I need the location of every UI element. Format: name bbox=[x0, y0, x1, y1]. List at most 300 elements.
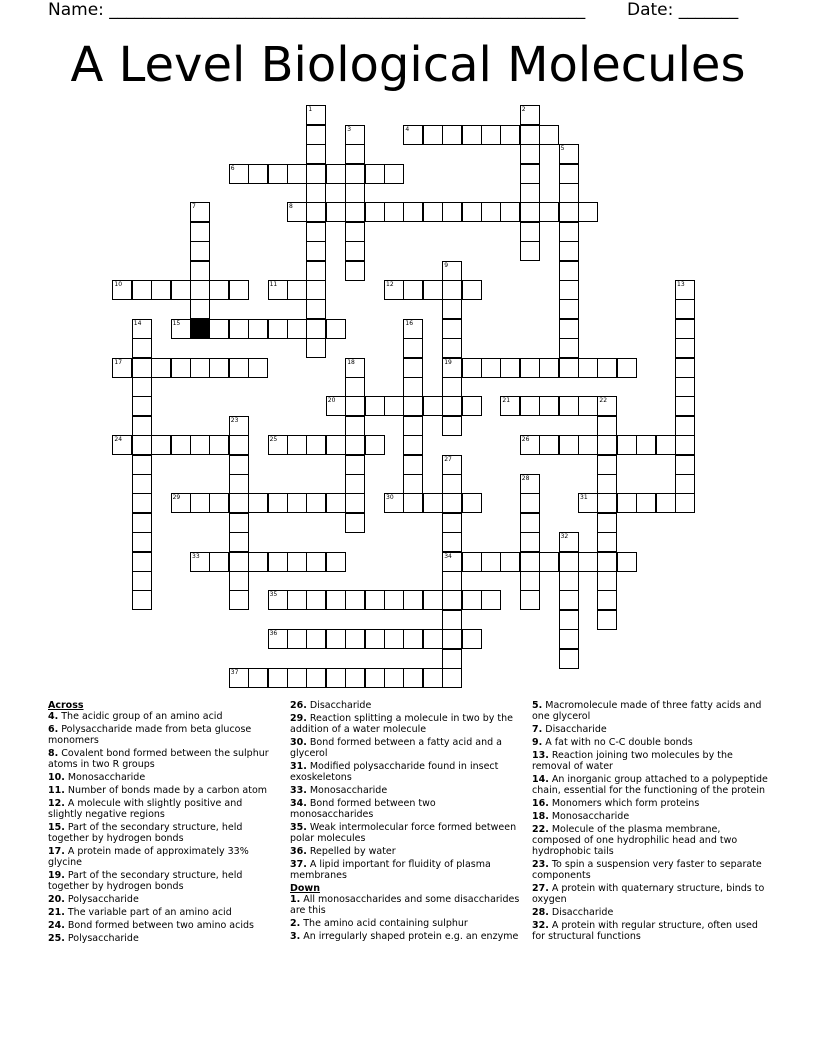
grid-cell[interactable] bbox=[520, 164, 540, 184]
grid-cell[interactable] bbox=[559, 610, 579, 630]
grid-cell[interactable] bbox=[132, 280, 152, 300]
grid-cell[interactable] bbox=[423, 590, 443, 610]
grid-cell[interactable] bbox=[520, 396, 540, 416]
grid-cell[interactable] bbox=[287, 435, 307, 455]
grid-cell[interactable] bbox=[675, 358, 695, 378]
grid-cell[interactable] bbox=[520, 241, 540, 261]
grid-cell[interactable] bbox=[403, 590, 423, 610]
grid-cell[interactable] bbox=[287, 493, 307, 513]
grid-cell[interactable] bbox=[559, 319, 579, 339]
grid-cell[interactable] bbox=[132, 377, 152, 397]
grid-cell[interactable] bbox=[423, 629, 443, 649]
grid-cell[interactable] bbox=[248, 552, 268, 572]
clue-item-text: All monosaccharides and some disaccharides are this bbox=[290, 894, 520, 916]
grid-cell[interactable] bbox=[442, 377, 462, 397]
grid-cell[interactable] bbox=[442, 299, 462, 319]
grid-cell[interactable] bbox=[306, 241, 326, 261]
grid-cell[interactable] bbox=[209, 435, 229, 455]
grid-cell[interactable] bbox=[675, 319, 695, 339]
grid-cell[interactable] bbox=[442, 319, 462, 339]
clue-number: 35 bbox=[269, 591, 278, 599]
grid-cell[interactable] bbox=[326, 435, 346, 455]
grid-cell[interactable] bbox=[442, 416, 462, 436]
grid-cell[interactable] bbox=[306, 552, 326, 572]
grid-cell[interactable] bbox=[423, 493, 443, 513]
grid-cell[interactable] bbox=[578, 396, 598, 416]
grid-cell[interactable] bbox=[520, 532, 540, 552]
grid-cell[interactable] bbox=[190, 358, 210, 378]
grid-cell[interactable] bbox=[132, 338, 152, 358]
grid-cell[interactable] bbox=[190, 493, 210, 513]
grid-cell[interactable] bbox=[500, 125, 520, 145]
grid-cell[interactable] bbox=[345, 241, 365, 261]
grid-cell[interactable] bbox=[229, 358, 249, 378]
grid-cell[interactable] bbox=[132, 493, 152, 513]
grid-cell[interactable] bbox=[229, 455, 249, 475]
grid-cell[interactable] bbox=[326, 493, 346, 513]
grid-cell[interactable] bbox=[442, 571, 462, 591]
grid-cell[interactable] bbox=[423, 125, 443, 145]
grid-cell[interactable] bbox=[248, 493, 268, 513]
grid-cell[interactable] bbox=[248, 358, 268, 378]
grid-cell[interactable] bbox=[559, 629, 579, 649]
clue-number: 34 bbox=[444, 552, 452, 560]
grid-cell[interactable] bbox=[306, 280, 326, 300]
grid-cell[interactable] bbox=[559, 261, 579, 281]
grid-cell[interactable] bbox=[268, 319, 288, 339]
grid-cell[interactable] bbox=[597, 571, 617, 591]
grid-cell[interactable] bbox=[462, 125, 482, 145]
grid-cell[interactable] bbox=[462, 280, 482, 300]
grid-cell[interactable] bbox=[345, 455, 365, 475]
grid-cell[interactable] bbox=[675, 493, 695, 513]
grid-cell[interactable] bbox=[539, 435, 559, 455]
clue-item-text: The amino acid containing sulphur bbox=[300, 918, 468, 929]
grid-cell[interactable] bbox=[345, 668, 365, 688]
grid-cell[interactable] bbox=[559, 358, 579, 378]
grid-cell[interactable] bbox=[403, 416, 423, 436]
clue-item bbox=[532, 811, 768, 822]
clue-item-text: Number of bonds made by a carbon atom bbox=[64, 785, 268, 796]
grid-cell[interactable] bbox=[306, 590, 326, 610]
grid-cell[interactable] bbox=[345, 202, 365, 222]
grid-cell[interactable] bbox=[403, 377, 423, 397]
grid-cell[interactable] bbox=[345, 396, 365, 416]
grid-cell[interactable] bbox=[675, 435, 695, 455]
grid-cell[interactable] bbox=[442, 493, 462, 513]
clue-number: 17 bbox=[114, 358, 123, 366]
grid-cell[interactable] bbox=[190, 280, 210, 300]
grid-cell[interactable] bbox=[656, 435, 676, 455]
grid-cell[interactable] bbox=[442, 649, 462, 669]
grid-cell[interactable] bbox=[365, 435, 385, 455]
grid-cell[interactable] bbox=[209, 552, 229, 572]
grid-cell[interactable] bbox=[423, 280, 443, 300]
grid-cell[interactable] bbox=[365, 396, 385, 416]
grid-cell[interactable] bbox=[287, 319, 307, 339]
grid-cell[interactable] bbox=[597, 358, 617, 378]
grid-cell[interactable] bbox=[268, 493, 288, 513]
grid-cell[interactable] bbox=[306, 493, 326, 513]
grid-cell[interactable] bbox=[306, 202, 326, 222]
name-line[interactable]: ________________________________________________________ bbox=[109, 0, 586, 20]
grid-cell[interactable] bbox=[597, 610, 617, 630]
grid-cell[interactable] bbox=[559, 396, 579, 416]
grid-cell[interactable] bbox=[190, 222, 210, 242]
grid-cell[interactable] bbox=[520, 590, 540, 610]
clue-item bbox=[290, 761, 520, 783]
clue-number: 19 bbox=[444, 358, 452, 366]
grid-cell[interactable] bbox=[617, 435, 637, 455]
grid-cell[interactable] bbox=[597, 416, 617, 436]
grid-cell[interactable] bbox=[597, 532, 617, 552]
grid-cell[interactable] bbox=[345, 629, 365, 649]
grid-cell[interactable] bbox=[345, 261, 365, 281]
clue-item bbox=[290, 713, 520, 735]
grid-cell[interactable] bbox=[481, 358, 501, 378]
grid-cell[interactable] bbox=[403, 435, 423, 455]
grid-cell[interactable] bbox=[209, 319, 229, 339]
grid-cell[interactable] bbox=[306, 435, 326, 455]
grid-cell[interactable] bbox=[229, 571, 249, 591]
grid-cell[interactable] bbox=[675, 299, 695, 319]
grid-cell[interactable] bbox=[132, 532, 152, 552]
grid-cell[interactable] bbox=[481, 125, 501, 145]
grid-cell[interactable] bbox=[559, 590, 579, 610]
grid-cell[interactable] bbox=[403, 629, 423, 649]
clue-item-text: The variable part of an amino acid bbox=[64, 907, 232, 918]
clue-item bbox=[290, 798, 520, 820]
clue-item-text: A lipid important for fluidity of plasma membranes bbox=[290, 859, 491, 881]
grid-cell[interactable] bbox=[171, 280, 191, 300]
grid-cell[interactable] bbox=[636, 493, 656, 513]
grid-cell[interactable] bbox=[500, 358, 520, 378]
grid-cell[interactable] bbox=[539, 202, 559, 222]
grid-cell[interactable] bbox=[384, 202, 404, 222]
clue-item bbox=[48, 724, 278, 746]
grid-cell[interactable] bbox=[306, 164, 326, 184]
grid-cell[interactable] bbox=[520, 552, 540, 572]
grid-cell[interactable] bbox=[442, 280, 462, 300]
grid-cell[interactable] bbox=[675, 396, 695, 416]
grid-cell[interactable] bbox=[365, 590, 385, 610]
grid-cell[interactable] bbox=[132, 396, 152, 416]
grid-cell[interactable] bbox=[287, 590, 307, 610]
grid-cell[interactable] bbox=[578, 202, 598, 222]
grid-cell[interactable] bbox=[559, 222, 579, 242]
grid-cell[interactable] bbox=[365, 164, 385, 184]
date-line[interactable]: _______ bbox=[678, 0, 739, 20]
grid-cell[interactable] bbox=[171, 435, 191, 455]
clue-number: 8 bbox=[289, 203, 293, 211]
grid-cell[interactable] bbox=[559, 183, 579, 203]
grid-cell[interactable] bbox=[345, 474, 365, 494]
grid-cell[interactable] bbox=[306, 338, 326, 358]
grid-cell[interactable] bbox=[132, 435, 152, 455]
grid-cell[interactable] bbox=[403, 396, 423, 416]
grid-cell[interactable] bbox=[248, 319, 268, 339]
clue-item-number: 21. bbox=[48, 907, 65, 918]
grid-cell[interactable] bbox=[229, 590, 249, 610]
grid-cell[interactable] bbox=[442, 474, 462, 494]
grid-cell[interactable] bbox=[462, 629, 482, 649]
clue-item bbox=[532, 724, 768, 735]
grid-cell[interactable] bbox=[229, 532, 249, 552]
grid-cell[interactable] bbox=[326, 629, 346, 649]
clue-number: 23 bbox=[230, 416, 239, 424]
grid-cell[interactable] bbox=[559, 241, 579, 261]
grid-cell[interactable] bbox=[423, 396, 443, 416]
grid-cell[interactable] bbox=[617, 552, 637, 572]
grid-cell[interactable] bbox=[403, 280, 423, 300]
grid-cell[interactable] bbox=[675, 474, 695, 494]
grid-cell[interactable] bbox=[675, 338, 695, 358]
grid-cell[interactable] bbox=[597, 474, 617, 494]
grid-cell[interactable] bbox=[132, 416, 152, 436]
grid-cell[interactable] bbox=[559, 552, 579, 572]
grid-cell[interactable] bbox=[520, 493, 540, 513]
grid-cell[interactable] bbox=[209, 280, 229, 300]
grid-cell[interactable] bbox=[442, 590, 462, 610]
grid-cell[interactable] bbox=[248, 164, 268, 184]
grid-cell[interactable] bbox=[306, 319, 326, 339]
grid-cell[interactable] bbox=[520, 202, 540, 222]
grid-cell[interactable] bbox=[481, 590, 501, 610]
grid-cell[interactable] bbox=[481, 202, 501, 222]
grid-cell[interactable] bbox=[500, 202, 520, 222]
grid-cell[interactable] bbox=[132, 358, 152, 378]
grid-cell[interactable] bbox=[539, 396, 559, 416]
clue-number: 4 bbox=[405, 125, 410, 133]
grid-cell[interactable] bbox=[423, 202, 443, 222]
grid-cell[interactable] bbox=[403, 474, 423, 494]
clue-item-number: 5. bbox=[532, 700, 543, 711]
grid-cell[interactable] bbox=[190, 435, 210, 455]
grid-cell[interactable] bbox=[229, 513, 249, 533]
grid-cell[interactable] bbox=[597, 552, 617, 572]
grid-cell[interactable] bbox=[442, 629, 462, 649]
grid-cell[interactable] bbox=[578, 552, 598, 572]
grid-cell[interactable] bbox=[559, 571, 579, 591]
grid-cell[interactable] bbox=[442, 668, 462, 688]
grid-cell[interactable] bbox=[229, 280, 249, 300]
grid-cell[interactable] bbox=[345, 164, 365, 184]
grid-cell[interactable] bbox=[442, 396, 462, 416]
grid-cell[interactable] bbox=[520, 183, 540, 203]
grid-cell[interactable] bbox=[268, 668, 288, 688]
grid-cell[interactable] bbox=[636, 435, 656, 455]
grid-cell[interactable] bbox=[520, 571, 540, 591]
grid-cell[interactable] bbox=[597, 435, 617, 455]
grid-cell[interactable] bbox=[132, 590, 152, 610]
grid-cell[interactable] bbox=[384, 396, 404, 416]
grid-cell[interactable] bbox=[462, 552, 482, 572]
grid-cell[interactable] bbox=[287, 164, 307, 184]
grid-cell[interactable] bbox=[306, 183, 326, 203]
grid-cell[interactable] bbox=[617, 493, 637, 513]
grid-cell[interactable] bbox=[306, 144, 326, 164]
grid-cell[interactable] bbox=[132, 513, 152, 533]
grid-cell[interactable] bbox=[384, 668, 404, 688]
grid-cell[interactable] bbox=[559, 435, 579, 455]
clue-number: 24 bbox=[114, 436, 123, 444]
grid-cell[interactable] bbox=[151, 280, 171, 300]
clue-item-text: A protein with regular structure, often used for structural functions bbox=[532, 920, 758, 942]
grid-cell[interactable] bbox=[442, 202, 462, 222]
grid-cell[interactable] bbox=[442, 513, 462, 533]
grid-cell[interactable] bbox=[326, 668, 346, 688]
grid-cell[interactable] bbox=[229, 552, 249, 572]
grid-cell[interactable] bbox=[345, 590, 365, 610]
grid-cell[interactable] bbox=[520, 125, 540, 145]
grid-cell[interactable] bbox=[326, 202, 346, 222]
grid-cell[interactable] bbox=[384, 164, 404, 184]
grid-cell[interactable] bbox=[442, 610, 462, 630]
grid-cell[interactable] bbox=[365, 202, 385, 222]
grid-cell[interactable] bbox=[403, 202, 423, 222]
grid-cell[interactable] bbox=[190, 299, 210, 319]
grid-cell[interactable] bbox=[306, 668, 326, 688]
grid-cell[interactable] bbox=[597, 493, 617, 513]
grid-cell[interactable] bbox=[190, 241, 210, 261]
clue-item-number: 29. bbox=[290, 713, 307, 724]
grid-cell[interactable] bbox=[559, 649, 579, 669]
clue-item bbox=[532, 750, 768, 772]
clue-number: 2 bbox=[521, 106, 526, 114]
clue-item bbox=[290, 846, 520, 857]
grid-cell[interactable] bbox=[384, 590, 404, 610]
clue-item-number: 19. bbox=[48, 870, 65, 881]
grid-cell[interactable] bbox=[559, 280, 579, 300]
grid-cell[interactable] bbox=[209, 358, 229, 378]
grid-cell[interactable] bbox=[229, 493, 249, 513]
grid-cell[interactable] bbox=[597, 513, 617, 533]
grid-cell[interactable] bbox=[578, 435, 598, 455]
grid-cell[interactable] bbox=[190, 261, 210, 281]
clue-number: 32 bbox=[560, 533, 569, 541]
grid-cell[interactable] bbox=[578, 358, 598, 378]
grid-cell[interactable] bbox=[287, 552, 307, 572]
grid-cell[interactable] bbox=[365, 629, 385, 649]
grid-cell[interactable] bbox=[403, 455, 423, 475]
grid-cell[interactable] bbox=[326, 552, 346, 572]
grid-cell[interactable] bbox=[675, 416, 695, 436]
clue-item-text: Disaccharide bbox=[548, 907, 614, 918]
grid-cell[interactable] bbox=[132, 552, 152, 572]
grid-cell[interactable] bbox=[248, 668, 268, 688]
grid-cell[interactable] bbox=[539, 552, 559, 572]
grid-cell[interactable] bbox=[462, 202, 482, 222]
grid-cell[interactable] bbox=[442, 532, 462, 552]
clue-item-text: Modified polysaccharide found in insect exoskeletons bbox=[290, 761, 499, 783]
grid-cell[interactable] bbox=[306, 299, 326, 319]
grid-cell[interactable] bbox=[675, 377, 695, 397]
grid-cell[interactable] bbox=[384, 629, 404, 649]
clue-item-number: 35. bbox=[290, 822, 307, 833]
grid-cell[interactable] bbox=[345, 144, 365, 164]
grid-cell[interactable] bbox=[229, 319, 249, 339]
grid-cell[interactable] bbox=[345, 222, 365, 242]
grid-cell[interactable] bbox=[345, 493, 365, 513]
grid-cell[interactable] bbox=[132, 474, 152, 494]
grid-cell[interactable] bbox=[597, 455, 617, 475]
grid-cell[interactable] bbox=[151, 435, 171, 455]
grid-cell[interactable] bbox=[462, 396, 482, 416]
grid-cell[interactable] bbox=[209, 493, 229, 513]
grid-cell[interactable] bbox=[229, 474, 249, 494]
grid-cell[interactable] bbox=[656, 493, 676, 513]
grid-cell[interactable] bbox=[559, 202, 579, 222]
grid-cell[interactable] bbox=[287, 629, 307, 649]
grid-cell[interactable] bbox=[268, 164, 288, 184]
grid-cell[interactable] bbox=[403, 493, 423, 513]
grid-cell[interactable] bbox=[442, 125, 462, 145]
grid-cell[interactable] bbox=[481, 552, 501, 572]
grid-cell[interactable] bbox=[345, 416, 365, 436]
grid-cell[interactable] bbox=[306, 125, 326, 145]
grid-cell[interactable] bbox=[559, 164, 579, 184]
grid-cell[interactable] bbox=[306, 222, 326, 242]
grid-cell[interactable] bbox=[539, 125, 559, 145]
grid-cell[interactable] bbox=[132, 455, 152, 475]
grid-cell[interactable] bbox=[306, 261, 326, 281]
grid-cell[interactable] bbox=[345, 513, 365, 533]
grid-cell[interactable] bbox=[151, 358, 171, 378]
grid-cell[interactable] bbox=[520, 358, 540, 378]
clue-number: 22 bbox=[599, 397, 608, 405]
grid-cell[interactable] bbox=[462, 358, 482, 378]
grid-cell[interactable] bbox=[326, 164, 346, 184]
grid-cell[interactable] bbox=[559, 299, 579, 319]
grid-cell[interactable] bbox=[500, 552, 520, 572]
grid-cell[interactable] bbox=[403, 338, 423, 358]
clue-item-number: 26. bbox=[290, 700, 307, 711]
grid-cell[interactable] bbox=[403, 358, 423, 378]
grid-cell[interactable] bbox=[617, 358, 637, 378]
grid-cell[interactable] bbox=[268, 552, 288, 572]
grid-cell[interactable] bbox=[171, 358, 191, 378]
grid-cell[interactable] bbox=[442, 338, 462, 358]
grid-cell[interactable] bbox=[559, 338, 579, 358]
grid-cell[interactable] bbox=[520, 513, 540, 533]
grid-cell[interactable] bbox=[326, 590, 346, 610]
grid-cell[interactable] bbox=[365, 668, 385, 688]
clue-item-number: 34. bbox=[290, 798, 307, 809]
grid-cell[interactable] bbox=[132, 571, 152, 591]
grid-cell[interactable] bbox=[539, 358, 559, 378]
clue-item bbox=[48, 907, 278, 918]
clue-item bbox=[290, 785, 520, 796]
grid-cell[interactable] bbox=[520, 222, 540, 242]
grid-cell[interactable] bbox=[326, 319, 346, 339]
grid-cell[interactable] bbox=[597, 590, 617, 610]
grid-cell[interactable] bbox=[345, 183, 365, 203]
grid-cell[interactable] bbox=[287, 668, 307, 688]
grid-cell[interactable] bbox=[345, 435, 365, 455]
grid-cell[interactable] bbox=[423, 668, 443, 688]
clue-item-text: Macromolecule made of three fatty acids and one glycerol bbox=[532, 700, 762, 722]
grid-cell[interactable] bbox=[345, 377, 365, 397]
grid-cell[interactable] bbox=[675, 455, 695, 475]
grid-cell[interactable] bbox=[403, 668, 423, 688]
grid-cell[interactable] bbox=[520, 144, 540, 164]
grid-cell[interactable] bbox=[462, 493, 482, 513]
grid-cell[interactable] bbox=[462, 590, 482, 610]
grid-cell[interactable] bbox=[287, 280, 307, 300]
grid-cell[interactable] bbox=[306, 629, 326, 649]
clue-number: 28 bbox=[521, 475, 530, 482]
grid-cell[interactable] bbox=[229, 435, 249, 455]
